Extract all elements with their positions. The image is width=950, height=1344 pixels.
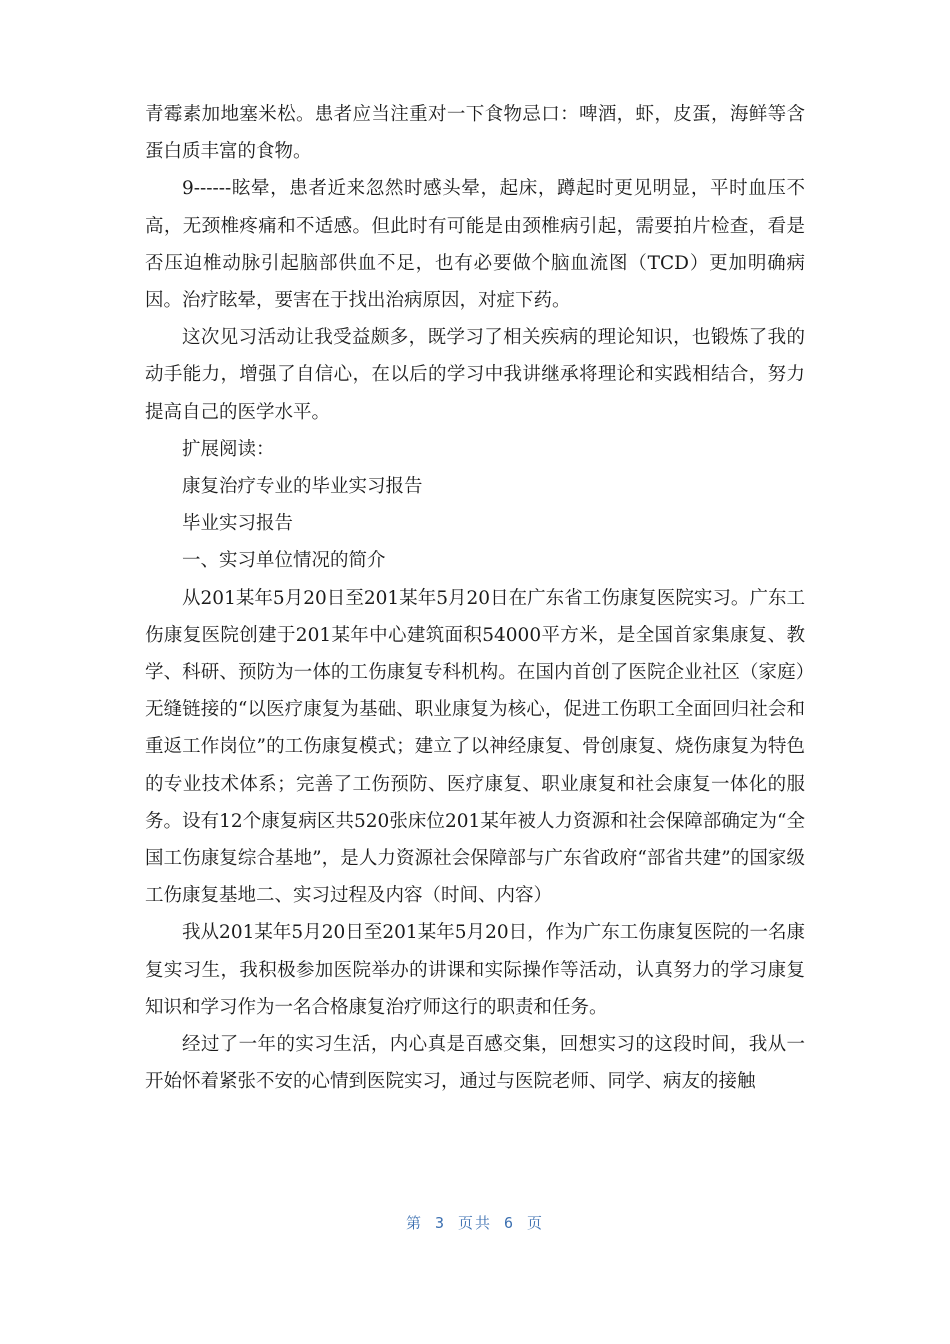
paragraph-diet-advice: 青霉素加地塞米松。患者应当注重对一下食物忌口：啤酒，虾，皮蛋，海鲜等含蛋白质丰富的食物。 [145,104,805,163]
footer-current-page: 3 [434,1214,446,1232]
footer-middle: 页共 [457,1214,492,1232]
paragraph-report-subtitle: 毕业实习报告 [182,513,294,535]
footer-prefix: 第 [405,1214,423,1232]
document-body [145,96,805,1100]
paragraph-reflection: 经过了一年的实习生活，内心真是百感交集，回想实习的这段时间，我从一开始怀着紧张不安的心情到医院实习，通过与医院老师、同学、病友的接触 [145,1034,805,1093]
paragraph-report-title: 康复治疗专业的毕业实习报告 [182,476,423,498]
paragraph-extended-reading-label: 扩展阅读： [182,438,275,460]
footer-suffix: 页 [527,1214,545,1232]
paragraph-internship-duties: 我从201某年5月20日至201某年5月20日，作为广东工伤康复医院的一名康复实习生，我积极参加医院举办的讲课和实际操作等活动，认真努力的学习康复知识和学习作为一名合格康复治疗师这行的职责和任务。 [145,922,805,1018]
paragraph-hospital-intro: 从201某年5月20日至201某年5月20日在广东省工伤康复医院实习。广东工伤康复医院创建于201某年中心建筑面积54000平方米，是全国首家集康复、教学、科研、预防为一体的工伤康复专科机构。在国内首创了医院企业社区（家庭）无缝链接的“以医疗康复为基础、职业康复为核心，促进工伤职工全面回归社会和重返工作岗位”的工伤康复模式；建立了以神经康复、骨创康复、烧伤康复为特色的专业技术体系；完善了工伤预防、医疗康复、职业康复和社会康复一体化的服务。设有12个康复病区共520张床位201某年被人力资源和社会保障部确定为“全国工伤康复综合基地”，是人力资源社会保障部与广东省政府“部省共建”的国家级工伤康复基地二、实习过程及内容（时间、内容） [145,587,805,907]
paragraph-conclusion: 这次见习活动让我受益颇多，既学习了相关疾病的理论知识，也锻炼了我的动手能力，增强了自信心，在以后的学习中我讲继承将理论和实践相结合，努力提高自己的医学水平。 [145,327,805,423]
footer-total-pages: 6 [504,1214,516,1232]
paragraph-section-heading: 一、实习单位情况的简介 [182,550,386,572]
page-number-footer [0,1212,950,1233]
paragraph-dizziness-case: 9------眩晕，患者近来忽然时感头晕，起床，蹲起时更见明显，平时血压不高，无颈椎疼痛和不适感。但此时有可能是由颈椎病引起，需要拍片检查，看是否压迫椎动脉引起脑部供血不足，也有必要做个脑血流图（TCD）更加明确病因。治疗眩晕，要害在于找出治病原因，对症下药。 [145,178,805,312]
